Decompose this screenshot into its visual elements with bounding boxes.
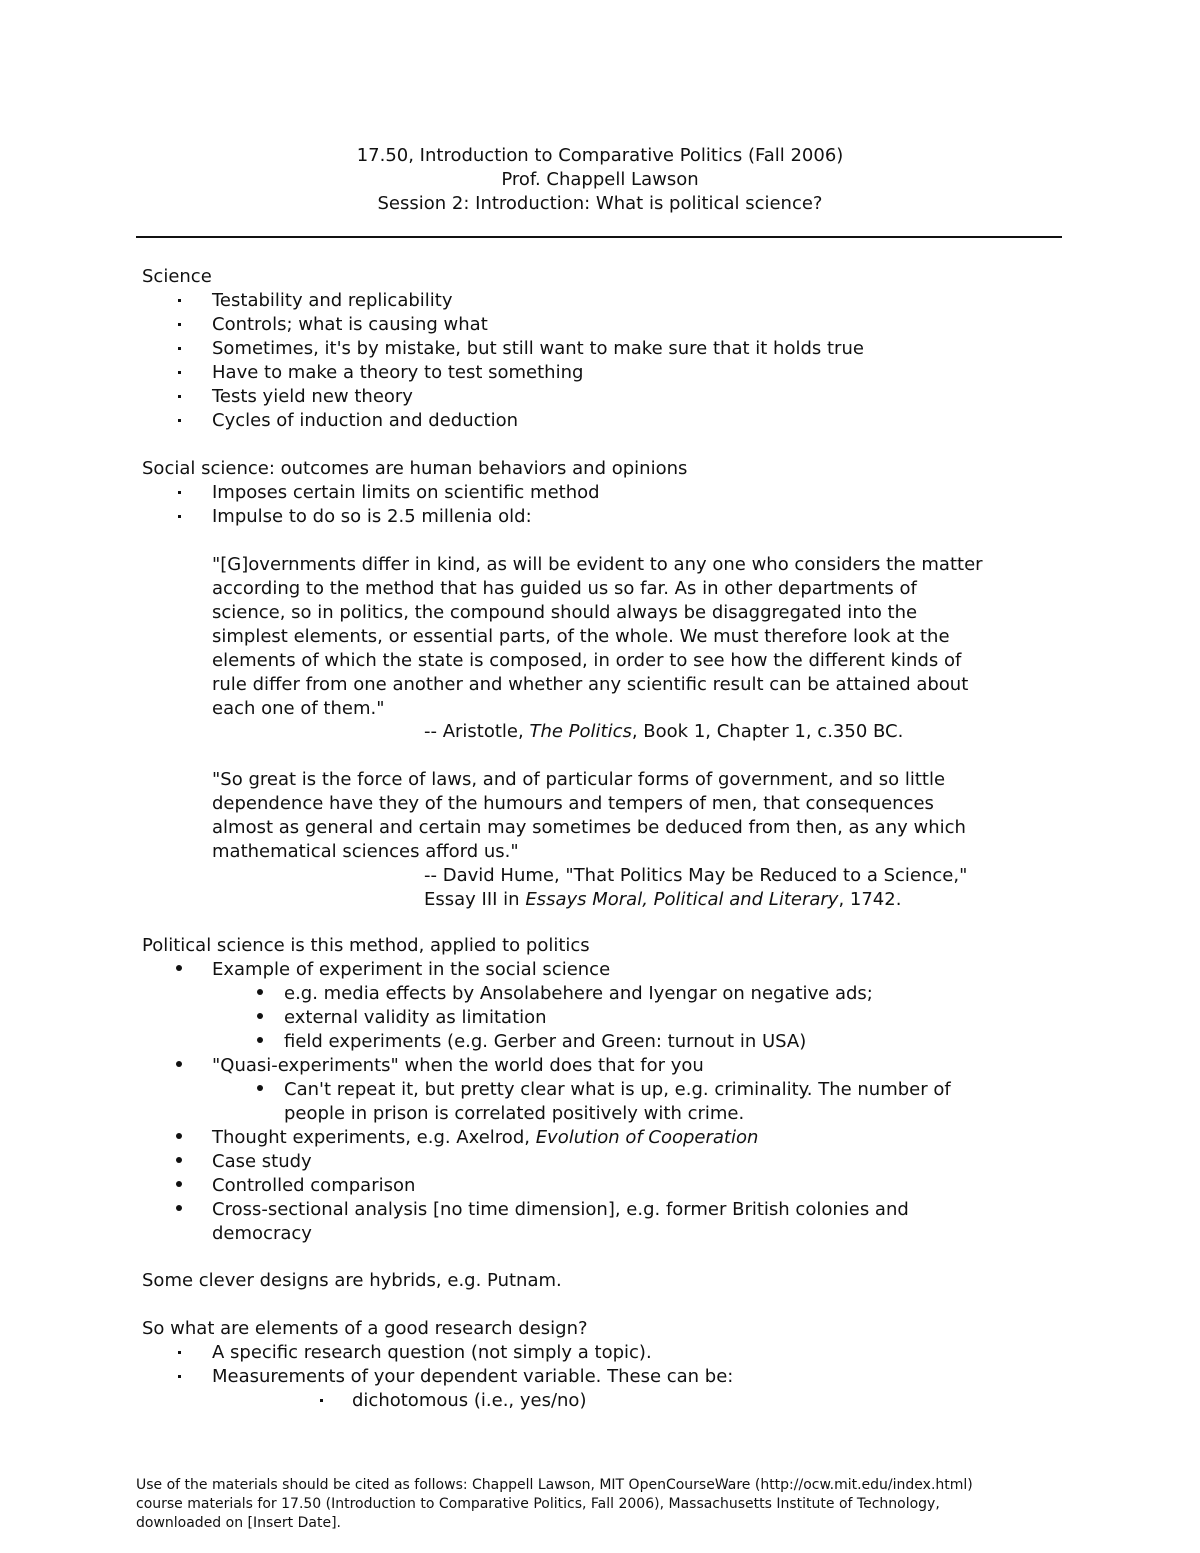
bullet-square	[178, 371, 181, 374]
bullet-square	[178, 299, 181, 302]
bullet-square	[178, 395, 181, 398]
work-title: Evolution of Cooperation	[535, 1127, 759, 1148]
list-item-continuation: democracy	[212, 1223, 312, 1244]
social-science-heading: Social science: outcomes are human behaviors and opinions	[142, 458, 688, 479]
professor-name: Prof. Chappell Lawson	[501, 169, 699, 190]
footer-line: Use of the materials should be cited as follows: Chappell Lawson, MIT OpenCourseWare (http://ocw.mit.edu/index.html)	[136, 1477, 973, 1493]
work-title: The Politics	[529, 721, 632, 742]
quote-line: "So great is the force of laws, and of particular forms of government, and so little	[212, 769, 946, 790]
list-item: Testability and replicability	[212, 290, 453, 311]
document-title: 17.50, Introduction to Comparative Politics (Fall 2006)	[356, 145, 844, 166]
attribution-text: , 1742.	[838, 889, 902, 910]
list-item: "Quasi-experiments" when the world does that for you	[212, 1055, 704, 1076]
list-item	[212, 1126, 758, 1150]
quote-line: mathematical sciences afford us."	[212, 841, 519, 862]
quote-line: rule differ from one another and whether any scientific result can be attained about	[212, 674, 969, 695]
list-item: Cross-sectional analysis [no time dimension], e.g. former British colonies and	[212, 1199, 909, 1220]
list-item: Measurements of your dependent variable. These can be:	[212, 1366, 734, 1387]
research-design-heading: So what are elements of a good research design?	[142, 1318, 588, 1339]
list-item: Cycles of induction and deduction	[212, 410, 518, 431]
quote-attribution	[424, 888, 901, 912]
bullet-square	[178, 1375, 181, 1378]
quote-line: simplest elements, or essential parts, of the whole. We must therefore look at the	[212, 626, 950, 647]
quote-attribution: -- David Hume, "That Politics May be Reduced to a Science,"	[424, 865, 968, 886]
list-item: Case study	[212, 1151, 312, 1172]
bullet-dot	[257, 1013, 263, 1019]
bullet-dot	[257, 989, 263, 995]
quote-attribution	[424, 720, 903, 744]
bullet-square	[178, 1351, 181, 1354]
footer-line: downloaded on [Insert Date].	[136, 1515, 341, 1531]
political-science-heading: Political science is this method, applied to politics	[142, 935, 590, 956]
list-item: Controlled comparison	[212, 1175, 416, 1196]
session-title: Session 2: Introduction: What is political science?	[377, 193, 823, 214]
sub-list-item: e.g. media effects by Ansolabehere and Iyengar on negative ads;	[284, 983, 873, 1004]
list-item: A specific research question (not simply a topic).	[212, 1342, 652, 1363]
quote-line: almost as general and certain may sometimes be deduced from then, as any which	[212, 817, 966, 838]
bullet-square	[178, 491, 181, 494]
sub-list-item: external validity as limitation	[284, 1007, 547, 1028]
bullet-square	[178, 419, 181, 422]
list-item-text: Thought experiments, e.g. Axelrod,	[212, 1127, 536, 1148]
bullet-dot	[257, 1037, 263, 1043]
footer-line: course materials for 17.50 (Introduction to Comparative Politics, Fall 2006), Massachusetts Institute of Technology,	[136, 1496, 940, 1512]
bullet-square	[178, 515, 181, 518]
attribution-text: Essay III in	[424, 889, 526, 910]
list-item: Example of experiment in the social science	[212, 959, 611, 980]
quote-line: according to the method that has guided us so far. As in other departments of	[212, 578, 917, 599]
list-item: Tests yield new theory	[212, 386, 413, 407]
bullet-dot	[176, 1061, 182, 1067]
work-title: Essays Moral, Political and Literary	[525, 889, 839, 910]
bullet-dot	[176, 1205, 182, 1211]
bullet-square	[320, 1399, 323, 1402]
bullet-dot	[176, 1181, 182, 1187]
quote-line: elements of which the state is composed, in order to see how the different kinds of	[212, 650, 962, 671]
quote-line: dependence have they of the humours and tempers of men, that consequences	[212, 793, 934, 814]
bullet-dot	[176, 965, 182, 971]
bullet-dot	[257, 1085, 263, 1091]
bullet-square	[178, 323, 181, 326]
list-item: Sometimes, it's by mistake, but still want to make sure that it holds true	[212, 338, 864, 359]
bullet-square	[178, 347, 181, 350]
list-item: Impulse to do so is 2.5 millenia old:	[212, 506, 532, 527]
header-divider	[136, 236, 1062, 238]
list-item: Imposes certain limits on scientific method	[212, 482, 600, 503]
sub-list-item: dichotomous (i.e., yes/no)	[352, 1390, 587, 1411]
science-heading: Science	[142, 266, 212, 287]
list-item: Have to make a theory to test something	[212, 362, 584, 383]
attribution-text: -- Aristotle,	[424, 721, 530, 742]
list-item: Controls; what is causing what	[212, 314, 488, 335]
quote-line: "[G]overnments differ in kind, as will be evident to any one who considers the matter	[212, 554, 983, 575]
bullet-dot	[176, 1157, 182, 1163]
hybrids-paragraph: Some clever designs are hybrids, e.g. Putnam.	[142, 1270, 562, 1291]
quote-line: each one of them."	[212, 698, 385, 719]
sub-list-item: field experiments (e.g. Gerber and Green: turnout in USA)	[284, 1031, 807, 1052]
sub-list-item: Can't repeat it, but pretty clear what is up, e.g. criminality. The number of	[284, 1079, 951, 1100]
sub-list-item-continuation: people in prison is correlated positively with crime.	[284, 1103, 745, 1124]
quote-line: science, so in politics, the compound should always be disaggregated into the	[212, 602, 918, 623]
attribution-text: , Book 1, Chapter 1, c.350 BC.	[631, 721, 904, 742]
bullet-dot	[176, 1133, 182, 1139]
